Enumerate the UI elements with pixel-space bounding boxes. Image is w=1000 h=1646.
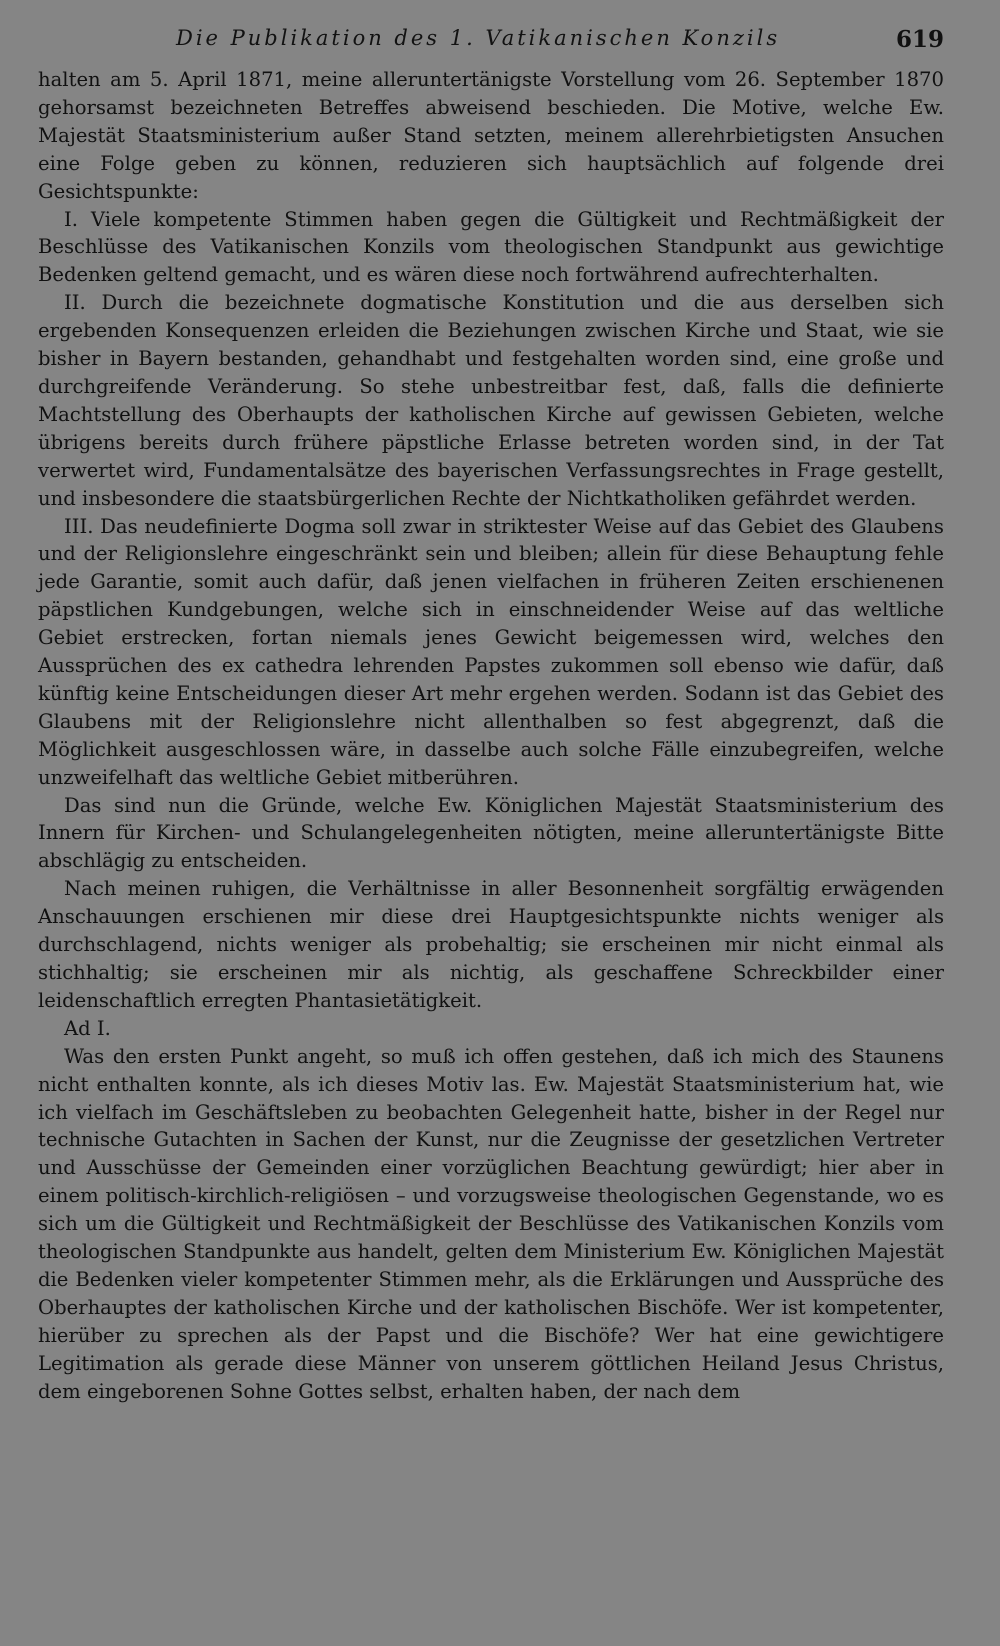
running-title: Die Publikation des 1. Vatikanischen Konzils bbox=[176, 26, 781, 50]
section-heading-ad-one: Ad I. bbox=[64, 1016, 111, 1040]
page-header bbox=[38, 22, 944, 62]
paragraph-point-two: II. Durch die bezeichnete dogmatische Konstitution und die aus derselben sich ergebenden Konsequenzen erleiden die Beziehungen zwischen Kirche und Staat, wie sie bisher in Bayern bestanden, gehandhabt und festgehalten worden sind, eine große und durchgreifende Veränderung. So stehe unbestreitbar fest, daß, falls die definierte Machtstellung des Oberhaupts der katholischen Kirche auf gewissen Gebieten, welche übrigens bereits durch frühere päpstliche Erlasse betreten worden sind, in der Tat verwertet wird, Fundamentalsätze des bayerischen Verfassungsrechtes in Frage gestellt, und insbesondere die staatsbürgerlichen Rechte der Nichtkatholiken gefährdet werden. bbox=[38, 291, 944, 510]
paragraph-point-three: III. Das neudefinierte Dogma soll zwar in striktester Weise auf das Gebiet des Glaubens und der Religionslehre eingeschränkt sein und bleiben; allein für diese Behauptung fehle jede Garantie, somit auch dafür, daß jenen vielfachen in früheren Zeiten erschienenen päpstlichen Kundgebungen, welche sich in einschneidender Weise auf das weltliche Gebiet erstrecken, fortan niemals jenes Gewicht beigemessen wird, welches den Aussprüchen des ex cathedra lehrenden Papstes zukommen soll ebenso wie dafür, daß künftig keine Entscheidungen dieser Art mehr ergehen werden. Sodann ist das Gebiet des Glaubens mit der Religionslehre nicht allenthalben so fest abgegrenzt, daß die Möglichkeit ausgeschlossen wäre, in dasselbe auch solche Fälle einzubegreifen, welche unzweifelhaft das weltliche Gebiet mitberühren. bbox=[38, 514, 944, 789]
paragraph-continuation: halten am 5. April 1871, meine alleruntertänigste Vorstellung vom 26. September 1870 gehorsamst bezeichneten Betreffes abweisend beschieden. Die Motive, welche Ew. Majestät Staatsministerium außer Stand setzten, meinem allerehrbietigsten Ansuchen eine Folge geben zu können, reduzieren sich hauptsächlich auf folgende drei Gesichtspunkte: bbox=[38, 68, 944, 203]
page-number: 619 bbox=[895, 26, 944, 53]
paragraph-reasons: Das sind nun die Gründe, welche Ew. Königlichen Majestät Staatsministerium des Innern für Kirchen- und Schulangelegenheiten nötigten, meine alleruntertänigste Bitte abschlägig zu entscheiden. bbox=[38, 793, 944, 873]
body-text bbox=[38, 66, 944, 1406]
paragraph-assessment: Nach meinen ruhigen, die Verhältnisse in aller Besonnenheit sorgfältig erwägenden Anschauungen erschienen mir diese drei Hauptgesichtspunkte nichts weniger als durchschlagend, nichts weniger als probehaltig; sie erscheinen mir nicht einmal als stichhaltig; sie erscheinen mir als nichtig, als geschaffene Schreckbilder einer leidenschaftlich erregten Phantasietätigkeit. bbox=[38, 877, 944, 1012]
document-page bbox=[38, 22, 944, 1406]
paragraph-first-point-discussion: Was den ersten Punkt angeht, so muß ich offen gestehen, daß ich mich des Staunens nicht enthalten konnte, als ich dieses Motiv las. Ew. Majestät Staatsministerium hat, wie ich vielfach im Geschäftsleben zu beobachten Gelegenheit hatte, bisher in der Regel nur technische Gutachten in Sachen der Kunst, nur die Zeugnisse der gesetzlichen Vertreter und Ausschüsse der Gemeinden einer vorzüglichen Beachtung gewürdigt; hier aber in einem politisch-kirchlich-religiösen – und vorzugsweise theologischen Gegenstande, wo es sich um die Gültigkeit und Rechtmäßigkeit der Beschlüsse des Vatikanischen Konzils vom theologischen Standpunkte aus handelt, gelten dem Ministerium Ew. Königlichen Majestät die Bedenken vieler kompetenter Stimmen mehr, als die Erklärungen und Aussprüche des Oberhauptes der katholischen Kirche und der katholischen Bischöfe. Wer ist kompetenter, hierüber zu sprechen als der Papst und die Bischöfe? Wer hat eine gewichtigere Legitimation als gerade diese Männer von unserem göttlichen Heiland Jesus Christus, dem eingeborenen Sohne Gottes selbst, erhalten haben, der nach dem bbox=[38, 1044, 944, 1403]
paragraph-point-one: I. Viele kompetente Stimmen haben gegen die Gültigkeit und Rechtmäßigkeit der Beschlüsse des Vatikanischen Konzils vom theologischen Standpunkt aus gewichtige Bedenken geltend gemacht, und es wären diese noch fortwährend aufrechterhalten. bbox=[38, 207, 944, 287]
